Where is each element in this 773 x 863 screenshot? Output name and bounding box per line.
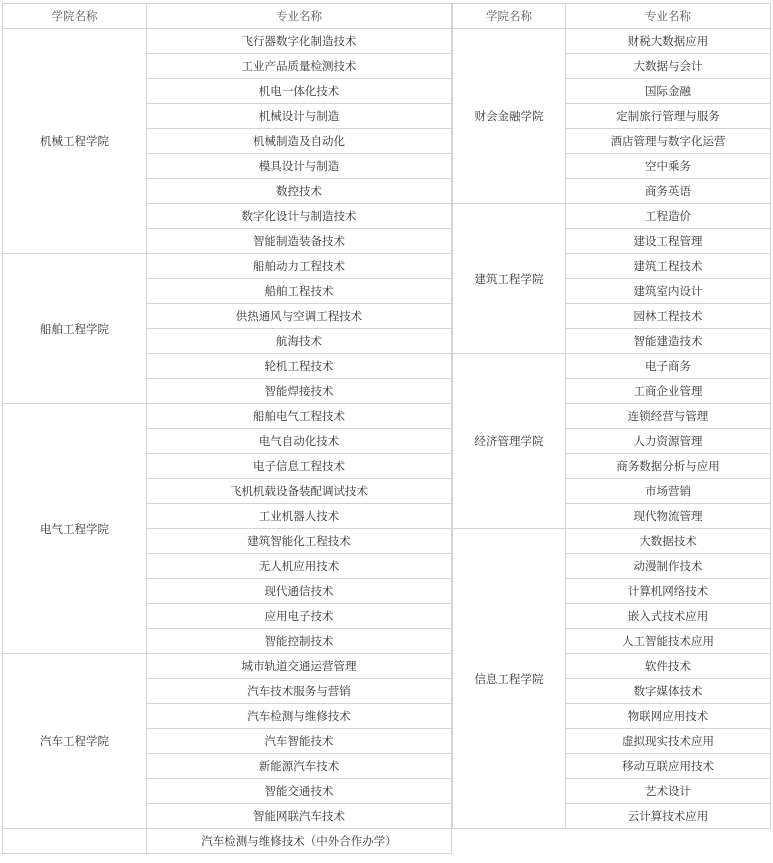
major-name-cell: 空中乘务	[566, 154, 771, 179]
table-row	[453, 529, 771, 554]
major-name-cell: 工程造价	[566, 204, 771, 229]
major-name-cell: 电气自动化技术	[147, 429, 452, 454]
major-header: 专业名称	[566, 4, 771, 29]
table-row	[3, 404, 452, 429]
college-name-cell: 建筑工程学院	[453, 204, 566, 354]
major-name-cell: 市场营销	[566, 479, 771, 504]
major-name-cell: 定制旅行管理与服务	[566, 104, 771, 129]
major-name-cell: 移动互联应用技术	[566, 754, 771, 779]
major-name-cell: 嵌入式技术应用	[566, 604, 771, 629]
major-name-cell: 财税大数据应用	[566, 29, 771, 54]
major-name-cell: 电子信息工程技术	[147, 454, 452, 479]
college-header: 学院名称	[453, 4, 566, 29]
major-name-cell: 酒店管理与数字化运营	[566, 129, 771, 154]
empty-college-cell	[3, 829, 147, 854]
table-row	[453, 354, 771, 379]
college-name-cell: 财会金融学院	[453, 29, 566, 204]
college-name-cell: 机械工程学院	[3, 29, 147, 254]
major-header: 专业名称	[147, 4, 452, 29]
major-name-cell: 飞行器数字化制造技术	[147, 29, 452, 54]
major-name-cell: 物联网应用技术	[566, 704, 771, 729]
major-name-cell: 模具设计与制造	[147, 154, 452, 179]
major-name-cell: 建筑室内设计	[566, 279, 771, 304]
major-name-cell: 虚拟现实技术应用	[566, 729, 771, 754]
major-name-cell: 供热通风与空调工程技术	[147, 304, 452, 329]
college-name-cell: 信息工程学院	[453, 529, 566, 829]
major-name-cell: 智能建造技术	[566, 329, 771, 354]
college-name-cell: 汽车工程学院	[3, 654, 147, 829]
major-name-cell: 机电一体化技术	[147, 79, 452, 104]
table-row	[453, 29, 771, 54]
major-name-cell: 连锁经营与管理	[566, 404, 771, 429]
major-name-cell: 智能焊接技术	[147, 379, 452, 404]
major-name-cell: 动漫制作技术	[566, 554, 771, 579]
major-name-cell: 现代物流管理	[566, 504, 771, 529]
left-header-row	[3, 4, 452, 29]
major-name-cell: 现代通信技术	[147, 579, 452, 604]
table-row	[3, 254, 452, 279]
major-name-cell: 计算机网络技术	[566, 579, 771, 604]
major-name-cell: 商务英语	[566, 179, 771, 204]
college-name-cell: 电气工程学院	[3, 404, 147, 654]
major-name-cell: 数控技术	[147, 179, 452, 204]
major-name-cell: 工业产品质量检测技术	[147, 54, 452, 79]
right-header-row	[453, 4, 771, 29]
major-name-cell: 智能制造装备技术	[147, 229, 452, 254]
major-name-cell: 轮机工程技术	[147, 354, 452, 379]
major-name-cell: 园林工程技术	[566, 304, 771, 329]
major-name-cell: 电子商务	[566, 354, 771, 379]
major-name-cell: 建设工程管理	[566, 229, 771, 254]
major-name-cell: 无人机应用技术	[147, 554, 452, 579]
major-name-cell: 航海技术	[147, 329, 452, 354]
major-name-cell: 汽车技术服务与营销	[147, 679, 452, 704]
major-name-cell: 建筑工程技术	[566, 254, 771, 279]
major-name-cell: 商务数据分析与应用	[566, 454, 771, 479]
major-name-cell: 大数据技术	[566, 529, 771, 554]
major-name-cell: 人工智能技术应用	[566, 629, 771, 654]
right-table-body	[453, 29, 771, 829]
major-name-cell: 人力资源管理	[566, 429, 771, 454]
college-name-cell: 经济管理学院	[453, 354, 566, 529]
table-row	[3, 829, 452, 854]
major-name-cell: 软件技术	[566, 654, 771, 679]
major-name-cell: 数字化设计与制造技术	[147, 204, 452, 229]
table-row	[3, 29, 452, 54]
major-name-cell: 机械设计与制造	[147, 104, 452, 129]
major-name-cell: 船舶电气工程技术	[147, 404, 452, 429]
major-name-cell: 汽车检测与维修技术	[147, 704, 452, 729]
major-name-cell: 城市轨道交通运营管理	[147, 654, 452, 679]
major-name-cell: 数字媒体技术	[566, 679, 771, 704]
major-name-cell: 机械制造及自动化	[147, 129, 452, 154]
left-majors-table	[2, 3, 452, 854]
major-name-cell: 大数据与会计	[566, 54, 771, 79]
major-name-cell: 智能网联汽车技术	[147, 804, 452, 829]
major-name-cell: 智能控制技术	[147, 629, 452, 654]
major-name-cell: 云计算技术应用	[566, 804, 771, 829]
major-name-cell: 飞机机载设备装配调试技术	[147, 479, 452, 504]
major-name-cell: 智能交通技术	[147, 779, 452, 804]
major-name-cell: 艺术设计	[566, 779, 771, 804]
major-name-cell: 工商企业管理	[566, 379, 771, 404]
major-name-cell: 建筑智能化工程技术	[147, 529, 452, 554]
college-header: 学院名称	[3, 4, 147, 29]
major-name-cell: 汽车智能技术	[147, 729, 452, 754]
major-name-cell: 工业机器人技术	[147, 504, 452, 529]
major-name-cell: 船舶工程技术	[147, 279, 452, 304]
major-name-cell: 应用电子技术	[147, 604, 452, 629]
table-row	[453, 204, 771, 229]
major-name-cell: 汽车检测与维修技术（中外合作办学）	[147, 829, 452, 854]
major-name-cell: 新能源汽车技术	[147, 754, 452, 779]
major-name-cell: 国际金融	[566, 79, 771, 104]
left-table-body	[3, 29, 452, 854]
table-row	[3, 654, 452, 679]
college-name-cell: 船舶工程学院	[3, 254, 147, 404]
right-majors-table	[452, 3, 771, 829]
major-name-cell: 船舶动力工程技术	[147, 254, 452, 279]
